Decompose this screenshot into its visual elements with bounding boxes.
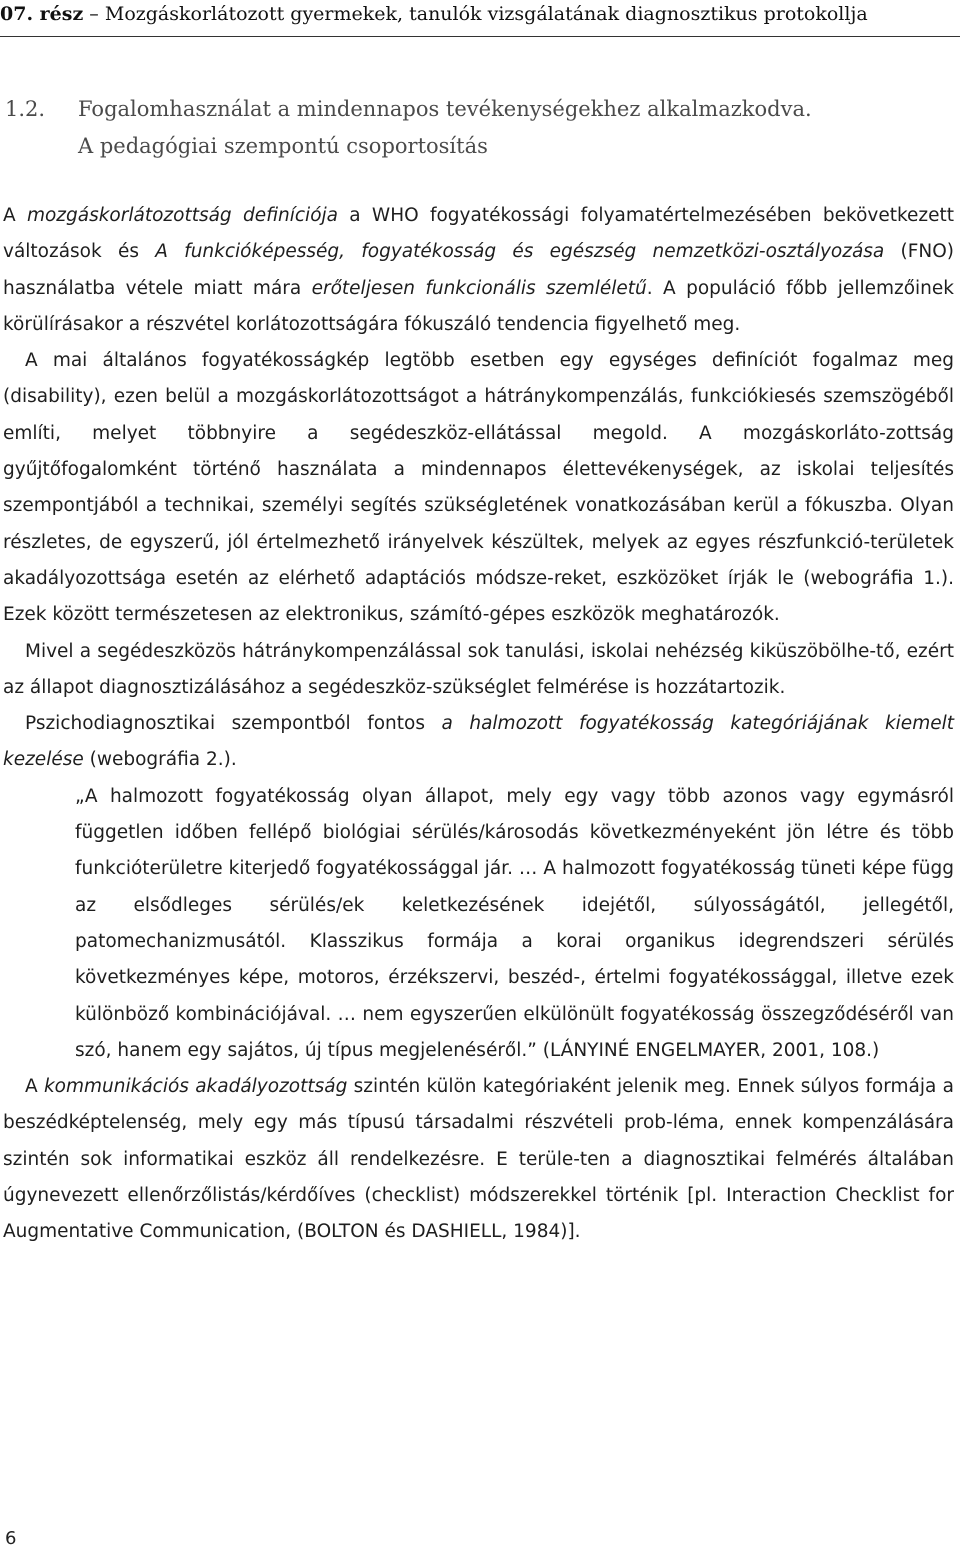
section-title-line1: Fogalomhasználat a mindennapos tevékenységekhez alkalmazkodva. bbox=[78, 97, 812, 121]
paragraph-definition bbox=[3, 198, 954, 343]
running-head-title: Mozgáskorlátozott gyermekek, tanulók vizsgálatának diagnosztikus protokollja bbox=[104, 3, 868, 25]
section-number: 1.2. bbox=[5, 97, 46, 121]
running-head bbox=[0, 0, 960, 37]
emphasis-run: mozgáskorlátozottság definíciója bbox=[26, 205, 338, 226]
paragraph-disability: A mai általános fogyatékosságkép legtöbb esetben egy egységes definíciót fogalmaz meg (disability), ezen belül a mozgáskorlátozottságot a hátránykompenzálás, funkciókiesés szemszögéből említi, melyet többnyire a segédeszköz-ellátással megold. A mozgáskorláto-zottság gyűjtőfogalomként történő használata a mindennapos élettevékenységek, az iskolai teljesítés szempontjából a technikai, személyi segítés szükségletének vonatkozásában kerül a fókuszba. Olyan részletes, de egyszerű, jól értelmezhető irányelvek készültek, melyek az egyes részfunkció-területek akadályozottsága esetén az elérhető adaptációs módsze-reket, eszközöket írják le (webográfia 1.). Ezek között természetesen az elektronikus, számító-gépes eszközök meghatározók. bbox=[3, 350, 954, 626]
running-head-part: 07. rész bbox=[0, 3, 84, 25]
page-number: 6 bbox=[5, 1528, 17, 1549]
text-run: . A populáció főbb jellemzőinek körülírásakor a részvétel korlátozottságára fókuszáló tendencia figyelhető meg. bbox=[3, 277, 954, 335]
text-run: A bbox=[3, 205, 27, 226]
text-run: a WHO fogyatékossági folyamatértelmezésében bekövetkezett változások és bbox=[3, 205, 955, 263]
paragraph-communication bbox=[3, 1069, 954, 1250]
running-head-dash: – bbox=[83, 3, 105, 25]
emphasis-run: a halmozott fogyatékosság kategóriájának kiemelt kezelése bbox=[3, 713, 954, 771]
text-run: (FNO) használatba vétele miatt mára bbox=[3, 241, 954, 299]
body-text bbox=[3, 198, 954, 1251]
emphasis-run: A funkcióképesség, fogyatékosság és egészség nemzetközi-osztályozása bbox=[155, 241, 885, 263]
section-subheading bbox=[5, 123, 960, 169]
text-run: szintén külön kategóriaként jelenik meg. Ennek súlyos formája a beszédképtelenség, mely egy más típusú társadalmi részvételi prob-léma, ennek kompenzálására szintén sok informatikai eszköz áll rendelkezésre. E terüle-ten a diagnosztikai felmérés általában úgynevezett ellenőrzőlistás/kérdőíves (checklist) módszerekkel történik [pl. Interaction Checklist for Augmentative Communication, (BOLTON és DASHIELL, 1984)]. bbox=[3, 1076, 954, 1243]
text-run: A bbox=[25, 1076, 44, 1098]
paragraph-psychodiagnostic bbox=[3, 706, 954, 779]
section-title-line2: A pedagógiai szempontú csoportosítás bbox=[78, 134, 488, 158]
emphasis-run: kommunikációs akadályozottság bbox=[43, 1076, 348, 1098]
text-run: Pszichodiagnosztikai szempontból fontos bbox=[25, 713, 442, 735]
paragraph-assistive-devices: Mivel a segédeszközös hátránykompenzálással sok tanulási, iskolai nehézség kiküszöbölhe-tő, ezért az állapot diagnosztizálásához a segédeszköz-szükséglet felmérése is hozzátartozik. bbox=[3, 640, 954, 698]
emphasis-run: erőteljesen funkcionális szemléletű bbox=[311, 277, 647, 299]
text-run: (webográfia 2.). bbox=[83, 749, 237, 771]
block-quote: „A halmozott fogyatékosság olyan állapot, mely egy vagy több azonos vagy egymásról független időben fellépő biológiai sérülés/károsodás következményeként jön létre és több funkcióterületre kiterjedő fogyatékossággal jár. … A halmozott fogyatékosság tüneti képe függ az elsődleges sérülés/ek keletkezésének idejétől, súlyosságától, jellegétől, patomechanizmusától. Klasszikus formája a korai organikus idegrendszeri sérülés következményes képe, motoros, érzékszervi, beszéd-, értelmi fogyatékossággal, illetve ezek különböző kombinációjával. … nem egyszerűen elkülönült fogyatékosság összegződéséről van szó, hanem egy sajátos, új típus megjelenéséről.” (LÁNYINÉ ENGELMAYER, 2001, 108.) bbox=[75, 785, 954, 1061]
